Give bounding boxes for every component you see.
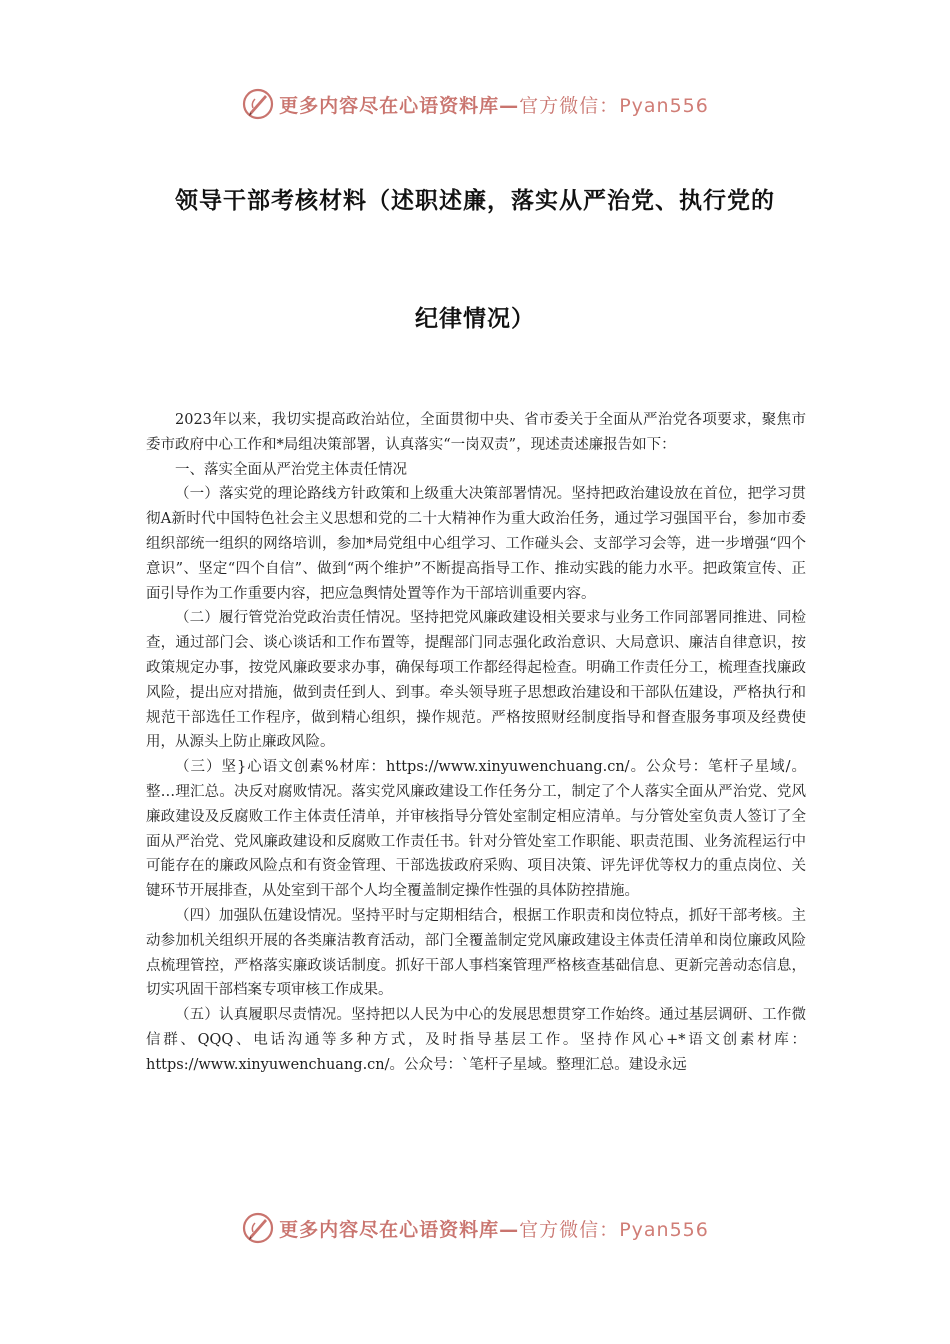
body-paragraph: （二）履行管党治党政治责任情况。坚持把党风廉政建设相关要求与业务工作同部署同推进、同检查，通过部门会、谈心谈话和工作布置等，提醒部门同志强化政治意识、大局意识、廉洁自律意识，按政策规定办事，按党风廉政要求办事，确保每项工作都经得起检查。明确工作责任分工，梳理查找廉政风险，提出应对措施，做到责任到人、到事。牵头领导班子思想政治建设和干部队伍建设，严格执行和规范干部选任工作程序，做到精心组织，操作规范。严格按照财经制度指导和督查服务事项及经费使用，从源头上防止廉政风险。 bbox=[146, 610, 806, 751]
banner-main-text: 更多内容尽在心语资料库 bbox=[279, 94, 500, 117]
body-paragraph: （三）坚}心语文创素%材库：https://www.xinyuwenchuang.cn/。公众号：笔杆子星域/。整…理汇总。决反对腐败情况。落实党风廉政建设工作任务分工，制定了个人落实全面从严治党、党风廉政建设及反腐败工作主体责任清单，并审核指导分管处室制定相应清单。与分管处室负责人签订了全面从严治党、党风廉政建设和反腐败工作责任书。针对分管处室工作职能、职责范围、业务流程运行中可能存在的廉政风险点和有资金管理、干部选拔政府采购、项目决策、评先评优等权力的重点岗位、关键环节开展排查，从处室到干部个人均全覆盖制定操作性强的具体防控措施。 bbox=[146, 759, 806, 900]
body-paragraph: （五）认真履职尽责情况。坚持把以人民为中心的发展思想贯穿工作始终。通过基层调研、工作微信群、QQQ、电话沟通等多种方式，及时指导基层工作。坚持作风心+*语文创素材库：https://www.xinyuwenchuang.cn/。公众号：`笔杆子星域。整理汇总。建设永远 bbox=[146, 1007, 806, 1073]
header-watermark-banner bbox=[0, 82, 950, 126]
body-paragraph: 2023年以来，我切实提高政治站位，全面贯彻中央、省市委关于全面从严治党各项要求，聚焦市委市政府中心工作和*局组决策部署，认真落实“一岗双责”，现述责述廉报告如下： bbox=[146, 412, 806, 453]
banner-main-text: 更多内容尽在心语资料库 bbox=[279, 1218, 500, 1241]
banner-wechat-label: 官方微信： bbox=[519, 1218, 620, 1241]
document-body bbox=[146, 408, 806, 1078]
body-paragraph: （四）加强队伍建设情况。坚持平时与定期相结合，根据工作职责和岗位特点，抓好干部考核。主动参加机关组织开展的各类廉洁教育活动，部门全覆盖制定党风廉政建设主体责任清单和岗位廉政风险点梳理管控，严格落实廉政谈话制度。抓好干部人事档案管理严格核查基础信息、更新完善动态信息，切实巩固干部档案专项审核工作成果。 bbox=[146, 907, 806, 999]
banner-wechat-id: Pyan556 bbox=[619, 1218, 709, 1241]
section-heading: 一、落实全面从严治党主体责任情况 bbox=[175, 461, 407, 478]
quill-pen-logo-icon bbox=[241, 1211, 275, 1245]
banner-dash: — bbox=[499, 1218, 520, 1241]
banner-wechat-label: 官方微信： bbox=[519, 94, 620, 117]
banner-wechat-id: Pyan556 bbox=[619, 94, 709, 117]
document-title-line1: 领导干部考核材料（述职述廉，落实从严治党、执行党的 bbox=[175, 188, 775, 214]
document-title-line2: 纪律情况） bbox=[415, 306, 535, 332]
body-paragraph: （一）落实党的理论路线方针政策和上级重大决策部署情况。坚持把政治建设放在首位，把学习贯彻A新时代中国特色社会主义思想和党的二十大精神作为重大政治任务，通过学习强国平台，参加市委组织部统一组织的网络培训，参加*局党组中心组学习、工作碰头会、支部学习会等，进一步增强“四个意识”、坚定“四个自信”、做到“两个维护”不断提高指导工作、推动实践的能力水平。把政策宣传、正面引导作为工作重要内容，把应急舆情处置等作为干部培训重要内容。 bbox=[146, 486, 806, 602]
quill-pen-logo-icon bbox=[241, 87, 275, 121]
banner-dash: — bbox=[499, 94, 520, 117]
footer-watermark-banner bbox=[0, 1206, 950, 1250]
